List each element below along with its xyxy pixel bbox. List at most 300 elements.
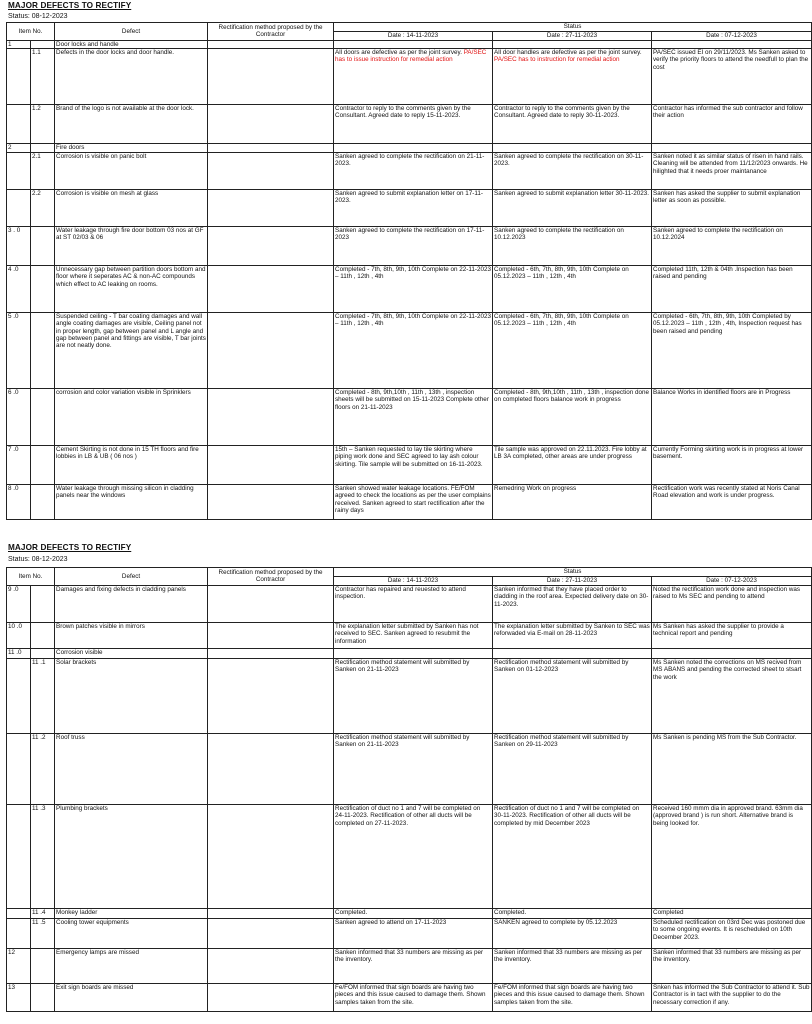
sub-item-number — [31, 41, 55, 49]
defect-description — [55, 153, 208, 190]
sub-item-number — [31, 984, 55, 1012]
status-14-11-2023 — [334, 949, 493, 984]
defect-description-text: Solar brackets — [56, 659, 97, 666]
status-27-11-2023 — [493, 734, 652, 805]
status-07-12-2023-text: Balance Works in identified floors are in Progress — [653, 389, 791, 396]
defect-description — [55, 266, 208, 313]
table-row — [7, 313, 812, 389]
defect-description — [55, 389, 208, 446]
defect-description — [55, 313, 208, 389]
sub-item-number — [31, 153, 55, 190]
rectification-method — [208, 227, 334, 266]
sub-item-number — [31, 105, 55, 144]
status-07-12-2023-text: Rectification work was recently stated at Noris Canal Road elevation and work is under progress. — [653, 485, 800, 500]
status-27-11-2023-text: Contractor to reply to the comments given by the Consultant. Agreed date to reply 30-11-2023. — [494, 105, 630, 120]
status-27-11-2023 — [493, 266, 652, 313]
status-27-11-2023-text: Completed - 6th, 7th, 8th, 9th, 10th Complete on 05.12.2023 – 11th , 12th , 4th — [494, 266, 629, 281]
rectification-method — [208, 313, 334, 389]
status-27-11-2023-text: The explanation letter submitted by Sanken to SEC was reforwaded via E-mail on 28-11-2023 — [494, 623, 650, 638]
status-27-11-2023-text: Rectification of duct no 1 and 7 will be completed on 30-11-2023. Rectification of other all ducts will be completed by mid December 2023 — [494, 805, 640, 827]
status-14-11-2023 — [334, 227, 493, 266]
table-row — [7, 446, 812, 485]
rectification-method — [208, 105, 334, 144]
sub-item-number-text: 1.2 — [32, 105, 41, 112]
status-07-12-2023-text: Contractor has informed the sub contractor and follow their action — [653, 105, 803, 120]
defect-description — [55, 649, 208, 659]
rectification-method — [208, 49, 334, 105]
status-14-11-2023 — [334, 919, 493, 949]
status-07-12-2023 — [652, 389, 812, 446]
item-number — [7, 909, 31, 919]
defect-description — [55, 49, 208, 105]
rectification-method — [208, 623, 334, 649]
status-14-11-2023-text: Sanken agreed to submit explanation letter on 17-11-2023. — [335, 190, 483, 205]
status-14-11-2023 — [334, 446, 493, 485]
table-row — [7, 190, 812, 227]
item-number — [7, 227, 31, 266]
rectification-method — [208, 909, 334, 919]
header-date-3: Date : 07-12-2023 — [652, 577, 812, 586]
status-14-11-2023-text: Sanken informed that 33 numbers are missing as per the inventory. — [335, 949, 484, 964]
header-method: Rectification method proposed by the Contractor — [208, 568, 334, 586]
status-14-11-2023 — [334, 485, 493, 520]
status-14-11-2023 — [334, 649, 493, 659]
status-27-11-2023-text: Fe/FOM informed that sign boards are having two pieces and this issue caused to damage them. Shown samples taken from the site. — [494, 984, 645, 1006]
status-07-12-2023 — [652, 984, 812, 1012]
status-14-11-2023-text: Contractor to reply to the comments given by the Consultant. Agreed date to reply 15-11-2023. — [335, 105, 471, 120]
status-14-11-2023-text: Completed - 8th, 9th,10th , 11th , 13th , inspection sheets will be submitted on 15-11-2023 Complete other floors on 21-11-2023 — [335, 389, 489, 411]
sub-item-number — [31, 49, 55, 105]
item-number — [7, 41, 31, 49]
table-row — [7, 949, 812, 984]
sub-item-number-text: 1.1 — [32, 49, 41, 56]
item-number-text: 9 .0 — [8, 586, 19, 593]
status-14-11-2023-text: Rectification method statement will submitted by Sanken on 21-11-2023 — [335, 659, 470, 674]
status-07-12-2023 — [652, 227, 812, 266]
status-14-11-2023 — [334, 49, 493, 105]
table-row — [7, 805, 812, 909]
status-14-11-2023 — [334, 389, 493, 446]
table-row — [7, 623, 812, 649]
status-27-11-2023 — [493, 153, 652, 190]
table-row — [7, 49, 812, 105]
rectification-method — [208, 485, 334, 520]
header-date-3: Date : 07-12-2023 — [652, 32, 812, 41]
status-27-11-2023 — [493, 313, 652, 389]
sub-item-number — [31, 190, 55, 227]
status-07-12-2023-text: Sanken noted it as similar status of risen in hand rails. Cleaning will be attended from 11/12/2023 onwards. He hilighted that it needs proer maintanance — [653, 153, 808, 175]
rectification-method — [208, 805, 334, 909]
status-07-12-2023 — [652, 190, 812, 227]
defect-description-text: Cooling tower equipments — [56, 919, 129, 926]
status-27-11-2023-text: Completed. — [494, 909, 527, 916]
status-07-12-2023-text: Currently Forming skirting work is in progress at lower basement. — [653, 446, 804, 461]
rectification-method — [208, 984, 334, 1012]
status-07-12-2023 — [652, 105, 812, 144]
status-07-12-2023-text: Ms Sanken has asked the supplier to provide a technical report and pending — [653, 623, 784, 638]
status-27-11-2023-text: Tile sample was approved on 22.11.2023. Fire lobby at LB 3A completed, other areas are under progress — [494, 446, 647, 461]
defect-description — [55, 41, 208, 49]
status-07-12-2023-text: Ms Sanken is pending MS from the Sub Contractor. — [653, 734, 797, 741]
status-27-11-2023-text: Sanken agreed to complete the rectification on 10.12.2023 — [494, 227, 624, 242]
sub-item-number-text: 11 .2 — [32, 734, 46, 741]
table-row — [7, 105, 812, 144]
status-14-11-2023-text: The explanation letter submitted by Sanken has not received to SEC. Sanken agreed to resubmit the information — [335, 623, 479, 645]
defect-description-text: Brown patches visible in mirrors — [56, 623, 145, 630]
status-07-12-2023 — [652, 266, 812, 313]
status-27-11-2023 — [493, 49, 652, 105]
status-14-11-2023 — [334, 586, 493, 623]
sub-item-number-text: 11 .3 — [32, 805, 46, 812]
defect-description — [55, 984, 208, 1012]
header-date-2: Date : 27-11-2023 — [493, 32, 652, 41]
status-14-11-2023-text: Sanken agreed to attend on 17-11-2023 — [335, 919, 447, 926]
defect-description — [55, 805, 208, 909]
item-number-text: 6 .0 — [8, 389, 19, 396]
section-2-status: Status: 08-12-2023 — [8, 556, 68, 563]
header-item-no: Item No. — [7, 568, 55, 586]
sub-item-number — [31, 909, 55, 919]
defect-description-text: Roof truss — [56, 734, 85, 741]
item-number — [7, 659, 31, 734]
item-number — [7, 49, 31, 105]
table-row — [7, 144, 812, 153]
item-number — [7, 984, 31, 1012]
item-number — [7, 266, 31, 313]
item-number — [7, 734, 31, 805]
defect-description — [55, 105, 208, 144]
sub-item-number-text: 2.1 — [32, 153, 41, 160]
status-27-11-2023-text: Rectification method statement will submitted by Sanken on 29-11-2023 — [494, 734, 629, 749]
item-number — [7, 949, 31, 984]
status-07-12-2023 — [652, 41, 812, 49]
defect-description — [55, 144, 208, 153]
status-07-12-2023 — [652, 144, 812, 153]
table-header-row — [7, 568, 812, 577]
item-number — [7, 623, 31, 649]
status-07-12-2023-text: Scheduled rectification on 03rd Dec was postoned due to some ongoing events. It is rescheduled on 10th December 2023. — [653, 919, 806, 941]
item-number — [7, 919, 31, 949]
defect-description-text: Exit sign boards are missed — [56, 984, 134, 991]
sub-item-number — [31, 485, 55, 520]
header-date-1: Date : 14-11-2023 — [334, 577, 493, 586]
status-07-12-2023 — [652, 949, 812, 984]
status-14-11-2023-text: Sanken agreed to complete the rectification on 21-11-2023. — [335, 153, 485, 168]
rectification-method — [208, 586, 334, 623]
rectification-method — [208, 153, 334, 190]
status-07-12-2023 — [652, 586, 812, 623]
sub-item-number — [31, 446, 55, 485]
status-27-11-2023-text: Rectification method statement will submitted by Sanken on 01-12-2023 — [494, 659, 629, 674]
sub-item-number — [31, 389, 55, 446]
defect-description — [55, 909, 208, 919]
status-27-11-2023-text: Completed - 6th, 7th, 8th, 9th, 10th Complete on 05.12.2023 – 11th , 12th , 4th — [494, 313, 629, 328]
status-07-12-2023-text: Completed — [653, 909, 684, 916]
defect-description-text: Water leakage through missing silicon in cladding panels near the windows — [56, 485, 194, 500]
status-27-11-2023-text: All door handles are defective as per the joint survey. — [494, 49, 642, 56]
item-number-text: 2 — [8, 144, 12, 151]
table-row — [7, 659, 812, 734]
rectification-method — [208, 144, 334, 153]
defect-description-text: Suspended ceiling - T bar coating damages and wall angle coating damages are visible, Ceiling panel not in proper length, gap between panel and L angle and gap between panel and fittings are visible, T bar joints are not neatly done. — [56, 313, 206, 350]
status-27-11-2023 — [493, 919, 652, 949]
status-27-11-2023 — [493, 984, 652, 1012]
table-row — [7, 266, 812, 313]
defect-description-text: Plumbing brackets — [56, 805, 108, 812]
status-07-12-2023-text: Sanken informed that 33 numbers are missing as per the inventory. — [653, 949, 802, 964]
item-number-text: 5 .0 — [8, 313, 19, 320]
defect-description-text: Brand of the logo is not available at the door lock. — [56, 105, 194, 112]
sub-item-number — [31, 227, 55, 266]
status-14-11-2023-text: Sanken showed water leakage locations. FE/FOM agreed to check the locations as per the user complains received. Sanken agreed to start rectification after the rainy days — [335, 485, 491, 514]
status-27-11-2023 — [493, 446, 652, 485]
status-07-12-2023 — [652, 49, 812, 105]
status-27-11-2023 — [493, 949, 652, 984]
status-07-12-2023 — [652, 623, 812, 649]
table-row — [7, 919, 812, 949]
status-14-11-2023 — [334, 41, 493, 49]
header-defect: Defect — [55, 568, 208, 586]
defect-description-text: Corrosion is visible on panic bolt — [56, 153, 147, 160]
sub-item-number — [31, 144, 55, 153]
sub-item-number-text: 11 .1 — [32, 659, 46, 666]
status-27-11-2023-text: SANKEN agreed to complete by 05.12.2023 — [494, 919, 618, 926]
status-07-12-2023 — [652, 649, 812, 659]
defect-description — [55, 949, 208, 984]
status-07-12-2023 — [652, 909, 812, 919]
rectification-method — [208, 266, 334, 313]
defect-description-text: Water leakage through fire door bottom 03 nos at GF at ST 02/03 & 06 — [56, 227, 204, 242]
table-row — [7, 485, 812, 520]
status-14-11-2023-text: Completed. — [335, 909, 368, 916]
status-07-12-2023-text: Sanken agreed to complete the rectification on 10.12.2024 — [653, 227, 783, 242]
item-number-text: 4 .0 — [8, 266, 19, 273]
table-row — [7, 41, 812, 49]
section-1-title: MAJOR DEFECTS TO RECTIFY — [8, 1, 132, 10]
defect-description — [55, 919, 208, 949]
status-14-11-2023 — [334, 805, 493, 909]
status-27-11-2023 — [493, 389, 652, 446]
defect-description-text: Corrosion is visible on mesh at glass — [56, 190, 159, 197]
sub-item-number — [31, 734, 55, 805]
sub-item-number — [31, 805, 55, 909]
status-27-11-2023-text: Sanken agreed to complete the rectification on 30-11-2023. — [494, 153, 644, 168]
sub-item-number — [31, 949, 55, 984]
item-number-text: 8 .0 — [8, 485, 19, 492]
header-item-no: Item No. — [7, 23, 55, 41]
rectification-method — [208, 659, 334, 734]
sub-item-number-text: 11 .4 — [32, 909, 46, 916]
rectification-method — [208, 734, 334, 805]
status-07-12-2023-text: Ms Sanken noted the corrections on MS recived from MS ABANS and pending the corrected sheet to stsart the work — [653, 659, 802, 681]
status-14-11-2023 — [334, 623, 493, 649]
defect-description-text: Monkey ladder — [56, 909, 98, 916]
status-07-12-2023 — [652, 734, 812, 805]
rectification-method — [208, 649, 334, 659]
sub-item-number — [31, 919, 55, 949]
status-27-11-2023 — [493, 227, 652, 266]
section-1-status: Status: 08-12-2023 — [8, 13, 68, 20]
status-07-12-2023-text: Completed - 6th, 7th, 8th, 9th, 10th Completed by 05.12.2023 – 11th , 12th , 4th, Inspection request has been raised and pending — [653, 313, 802, 335]
item-number — [7, 313, 31, 389]
status-14-11-2023 — [334, 190, 493, 227]
defect-description-text: corrosion and color variation visible in Sprinklers — [56, 389, 191, 396]
status-14-11-2023-text: Fe/FOM informed that sign boards are having two pieces and this issue caused to damage them. Shown samples taken from the site. — [335, 984, 486, 1006]
header-method: Rectification method proposed by the Contractor — [208, 23, 334, 41]
status-14-11-2023-text: Sanken agreed to complete the rectification on 17-11-2023 — [335, 227, 485, 242]
defect-description — [55, 227, 208, 266]
status-07-12-2023 — [652, 659, 812, 734]
rectification-method — [208, 446, 334, 485]
section-2-title: MAJOR DEFECTS TO RECTIFY — [8, 543, 132, 552]
status-14-11-2023-text: Rectification of duct no 1 and 7 will be completed on 24-11-2023. Rectification of other all ducts will be completed on 27-11-2023. — [335, 805, 481, 827]
status-14-11-2023 — [334, 144, 493, 153]
item-number — [7, 586, 31, 623]
item-number — [7, 105, 31, 144]
status-14-11-2023-text: Contractor has repaired and reuested to attend inspection. — [335, 586, 466, 601]
status-27-11-2023-text: Sanken informed that 33 numbers are missing as per the inventory. — [494, 949, 643, 964]
item-number — [7, 153, 31, 190]
defect-description-text: Fire doors — [56, 144, 85, 151]
status-27-11-2023 — [493, 105, 652, 144]
status-27-11-2023 — [493, 41, 652, 49]
item-number — [7, 190, 31, 227]
item-number-text: 1 — [8, 41, 12, 48]
status-27-11-2023 — [493, 190, 652, 227]
rectification-method — [208, 919, 334, 949]
item-number-text: 13 — [8, 984, 16, 991]
table-row — [7, 586, 812, 623]
status-27-11-2023-text: Sanken agreed to submit explanation letter 30-11-2023. — [494, 190, 649, 197]
defect-description-text: Emergency lamps are missed — [56, 949, 139, 956]
defects-table-2 — [6, 567, 812, 1012]
item-number — [7, 144, 31, 153]
status-27-11-2023 — [493, 623, 652, 649]
status-07-12-2023 — [652, 313, 812, 389]
status-14-11-2023-text: All doors are defective as per the joint survey. — [335, 49, 462, 56]
status-07-12-2023 — [652, 919, 812, 949]
status-07-12-2023 — [652, 805, 812, 909]
status-27-11-2023-text: Remedring Work on progress — [494, 485, 577, 492]
status-07-12-2023-text: Snken has informed the Sub Contractor to attend it. Sub Contractor is in tact with the supplier to do the necessary correction if any. — [653, 984, 810, 1006]
sub-item-number-text: 2.2 — [32, 190, 41, 197]
status-27-11-2023 — [493, 485, 652, 520]
table-row — [7, 649, 812, 659]
defect-description — [55, 446, 208, 485]
status-14-11-2023-text: Completed - 7th, 8th, 9th, 10th Complete on 22-11-2023 – 11th , 12th , 4th — [335, 313, 492, 328]
rectification-method — [208, 389, 334, 446]
status-27-11-2023-text: Completed - 8th, 9th,10th , 11th , 13th , inspection done on completed floors balance work in progress — [494, 389, 649, 404]
sub-item-number — [31, 266, 55, 313]
rectification-method — [208, 949, 334, 984]
table-row — [7, 389, 812, 446]
defect-description — [55, 659, 208, 734]
item-number — [7, 485, 31, 520]
item-number-text: 3 . 0 — [8, 227, 21, 234]
defect-description-text: Unnecessary gap between partition doors bottom and floor where it seperates AC & non-AC compounds which effect to AC leaking on rooms. — [56, 266, 206, 288]
sub-item-number — [31, 649, 55, 659]
status-14-11-2023-text: Completed - 7th, 8th, 9th, 10th Complete on 22-11-2023 – 11th , 12th , 4th — [335, 266, 492, 281]
status-27-11-2023-remark: PA/SEC has to instruction for remedial action — [494, 56, 620, 64]
status-14-11-2023 — [334, 659, 493, 734]
header-date-2: Date : 27-11-2023 — [493, 577, 652, 586]
sub-item-number-text: 11 .5 — [32, 919, 46, 926]
status-07-12-2023 — [652, 485, 812, 520]
status-14-11-2023 — [334, 105, 493, 144]
status-27-11-2023 — [493, 586, 652, 623]
header-status: Status — [334, 23, 812, 32]
item-number — [7, 649, 31, 659]
sub-item-number — [31, 586, 55, 623]
table-row — [7, 984, 812, 1012]
status-14-11-2023 — [334, 734, 493, 805]
item-number-text: 12 — [8, 949, 16, 956]
sub-item-number — [31, 313, 55, 389]
defects-table-1 — [6, 22, 812, 520]
table-header-row — [7, 23, 812, 32]
status-07-12-2023-text: Noted the rectification work done and inspection was raised to Ms SEC and pending to attend — [653, 586, 801, 601]
header-status: Status — [334, 568, 812, 577]
rectification-method — [208, 190, 334, 227]
defect-description-text: Damages and fixing defects in cladding panels — [56, 586, 186, 593]
table-row — [7, 734, 812, 805]
table-row — [7, 909, 812, 919]
status-14-11-2023-remark: PA/SEC has to issue instruction for remedial action — [335, 49, 487, 64]
status-07-12-2023-text: Completed 11th, 12th & 04th .Inspection has been raised and pending — [653, 266, 793, 281]
header-date-1: Date : 14-11-2023 — [334, 32, 493, 41]
item-number-text: 11 .0 — [8, 649, 22, 656]
status-07-12-2023-text: Received 160 mmm dia in approved brand. 63mm dia (approved brand ) is run short. Alternative brand is being looked for. — [653, 805, 803, 827]
status-14-11-2023 — [334, 984, 493, 1012]
sub-item-number — [31, 659, 55, 734]
item-number-text: 10 .0 — [8, 623, 23, 630]
defect-description-text: Corrosion visible — [56, 649, 103, 656]
table-row — [7, 227, 812, 266]
item-number — [7, 446, 31, 485]
status-07-12-2023 — [652, 446, 812, 485]
defect-description — [55, 623, 208, 649]
defect-description — [55, 190, 208, 227]
status-27-11-2023 — [493, 909, 652, 919]
defect-description — [55, 734, 208, 805]
item-number-text: 7 .0 — [8, 446, 19, 453]
status-14-11-2023 — [334, 909, 493, 919]
defect-description-text: Defects in the door locks and door handle. — [56, 49, 174, 56]
status-27-11-2023 — [493, 144, 652, 153]
item-number — [7, 389, 31, 446]
defect-description-text: Cement Skirting is not done in 15 TH floors and fire lobbies in LB & UB ( 06 nos ) — [56, 446, 199, 461]
status-27-11-2023 — [493, 805, 652, 909]
status-14-11-2023 — [334, 266, 493, 313]
status-27-11-2023 — [493, 649, 652, 659]
status-07-12-2023 — [652, 153, 812, 190]
item-number — [7, 805, 31, 909]
status-27-11-2023-text: Sanken informed that they have placed order to cladding in the roof area. Expected delivery date on 30-11-2023. — [494, 586, 649, 608]
rectification-method — [208, 41, 334, 49]
defect-description — [55, 586, 208, 623]
status-14-11-2023-text: Rectification method statement will submitted by Sanken on 21-11-2023 — [335, 734, 470, 749]
status-07-12-2023-text: PA/SEC issued EI on 29/11/2023. Ms Sanken asked to verify the priority floors to attend the needfull to plan the cost — [653, 49, 809, 71]
defect-description — [55, 485, 208, 520]
status-14-11-2023 — [334, 153, 493, 190]
status-27-11-2023 — [493, 659, 652, 734]
defect-description-text: Door locks and handle — [56, 41, 119, 48]
status-14-11-2023-text: 15th – Sanken requested to lay tile skirting where piping work done and SEC agreed to lay ash colour skirting. Tile sample will be submitted on 16-11-2023. — [335, 446, 483, 468]
header-defect: Defect — [55, 23, 208, 41]
status-07-12-2023-text: Sanken has asked the supplier to submit explanation letter as soon as possible. — [653, 190, 801, 205]
sub-item-number — [31, 623, 55, 649]
status-14-11-2023 — [334, 313, 493, 389]
